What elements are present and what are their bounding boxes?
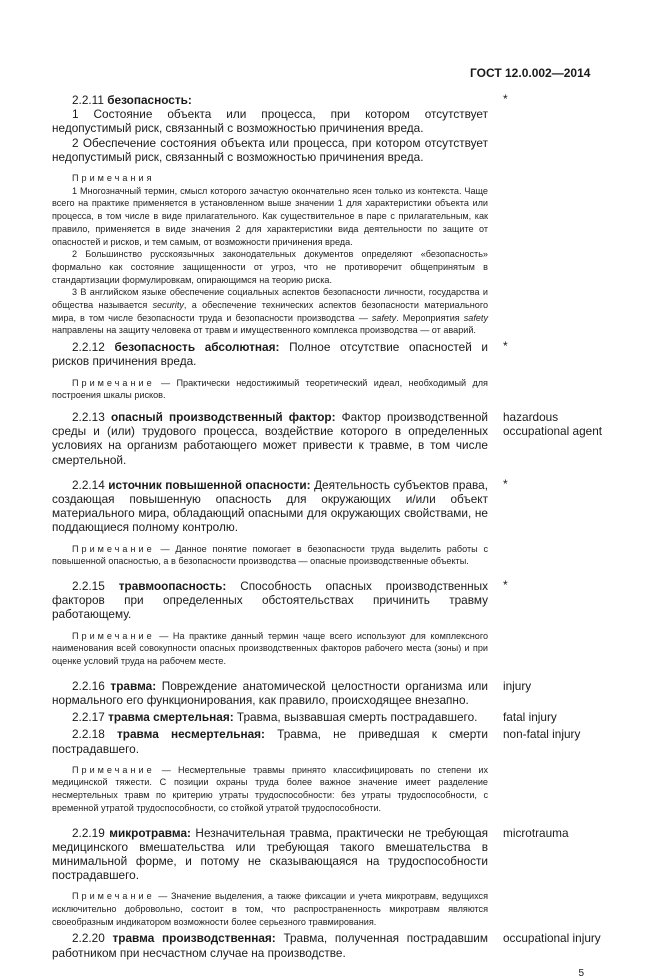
note-3-text: 3 В английском языке обеспечение социальных аспектов безопасности личности, государства и общества называется: [52, 287, 488, 311]
entry-2-2-17: [52, 710, 612, 724]
note-3-term-security: security: [152, 300, 184, 311]
note-label: Примечание: [72, 630, 155, 641]
entry-2-2-14: [52, 478, 612, 535]
page-number: 5: [578, 967, 584, 979]
entry-term: травма производственная:: [112, 931, 276, 946]
entry-term: безопасность абсолютная:: [114, 340, 280, 355]
entry-note: [52, 764, 488, 815]
entry-definition: Способность опасных производственных факторов при определенных обстоятельствах причинить травму работающему.: [52, 579, 488, 622]
entry-number: 2.2.18: [72, 727, 105, 742]
note-text: — Значение выделения, а также фиксации и учета микротравм, ведущихся исключительно добровольно, состоит в том, что распространенность микротравм являются своеобразным индикатором возможности более серьезного травмирования.: [52, 891, 488, 927]
note-text: — Данное понятие помогает в безопасности труда выделить работы с повышенной опасностью, а в безопасности производства — опасные производственные объекты.: [52, 543, 488, 567]
document-body: [52, 93, 612, 980]
entry-definition: Полное отсутствие опасностей и рисков причинения вреда.: [52, 340, 489, 369]
english-equivalent: hazardous occupational agent: [503, 409, 603, 439]
entry-note: [52, 890, 488, 928]
entry-number: 2.2.20: [72, 931, 105, 946]
note-3-text: , а обеспечение технических аспектов безопасности материального мира, в том числе безопасности труда и безопасности производства —: [52, 300, 489, 323]
entry-2-2-19: [52, 826, 612, 883]
definition-2: 2 Обеспечение состояния объекта или процесса, при котором отсутствует недопустимый риск, связанный с возможностью причинения вреда.: [52, 135, 488, 164]
note-label: Примечание: [72, 891, 155, 902]
entry-definition: Незначительная травма, практически не требующая медицинского вмешательства или требующая такого вмешательства в минимальной форме, и потому не сказывающаяся на трудоспособности пострадавшего.: [52, 825, 489, 883]
entry-term: источник повышенной опасности:: [108, 477, 311, 492]
entry-term: травма смертельная:: [108, 710, 234, 725]
note-2: 2 Большинство русскоязычных законодательных документов определяют «безопасность» формально как состояние защищенности от угроз, что не противоречит общепринятым в стандартизации формулировкам, опирающимся на теорию риска.: [52, 249, 488, 285]
entry-number: 2.2.12: [72, 340, 105, 355]
asterisk-marker: *: [503, 339, 508, 354]
entry-note: [52, 377, 488, 402]
note-label: Примечание: [72, 377, 155, 388]
entry-number: 2.2.16: [72, 678, 105, 693]
entry-term: безопасность:: [107, 93, 192, 107]
entries-list: [52, 340, 612, 960]
entry-term: травма несмертельная:: [117, 727, 265, 742]
entry-number: 2.2.13: [72, 409, 105, 424]
english-equivalent: injury: [503, 678, 532, 693]
entry-number: 2.2.19: [72, 825, 105, 840]
entry-2-2-12: [52, 340, 612, 368]
entry-term: микротравма:: [109, 825, 191, 840]
note-label: Примечание: [72, 543, 155, 554]
document-header: ГОСТ 12.0.002—2014: [470, 66, 591, 80]
notes-2-2-11: [52, 172, 488, 337]
notes-title: Примечания: [72, 173, 155, 184]
entry-definition: Фактор производственной среды и (или) трудового процесса, воздействие которого в определенных условиях на организм работающего может привести к травме, в том числе смертельной.: [52, 409, 489, 467]
entry-2-2-11: [52, 93, 612, 164]
note-text: — Несмертельные травмы принято классифицировать по степени их медицинской тяжести. С позиции охраны труда более важное значение имеет разделение несмертельных травм по критерию утраты трудоспособности: без утраты трудоспособности, с временной утратой трудоспособности, со стойкой утратой трудоспособности.: [52, 764, 488, 813]
note-1: 1 Многозначный термин, смысл которого зачастую окончательно ясен только из контекста. Чаще всего на практике применяется в установленном выше значении 1 для характеристики объекта или процесса, в том числе в виде прилагательного. Как существительное в паре с прилагательным, как правило, применяется в виде значения 2 для характеристики вида деятельности по защите от опасностей и рисков, и тем самым, от возможности причинения вреда.: [52, 185, 488, 247]
entry-number: 2.2.11: [72, 93, 104, 107]
entry-2-2-13: [52, 410, 612, 467]
entry-term: травмоопасность:: [118, 579, 227, 593]
asterisk-marker: *: [503, 476, 508, 491]
entry-definition: Деятельность субъектов права, создающая повышенную опасность для окружающих и/или объект материального мира, обладающий опасными для окружающих свойствами, не поддающиеся полному контролю.: [52, 477, 489, 535]
entry-2-2-18: [52, 727, 612, 755]
english-equivalent: microtrauma: [503, 825, 569, 840]
entry-number: 2.2.15: [72, 579, 105, 593]
english-equivalent: occupational injury: [503, 931, 601, 946]
note-3-text: . Мероприятия: [396, 312, 464, 323]
note-3-term-safety: safety: [371, 312, 397, 323]
note-3-text: направлены на защиту человека от травм и имущественного комплекса производства — от аварий.: [52, 325, 476, 336]
english-equivalent: non-fatal injury: [503, 727, 581, 742]
note-text: — На практике данный термин чаще всего используют для комплексного наименования всей совокупности опасных производственных факторов рабочего места (зоны) и при оценке условий труда на рабочем месте.: [52, 630, 488, 667]
definition-1: 1 Состояние объекта или процесса, при котором отсутствует недопустимый риск, связанный с возможностью причинения вреда.: [52, 107, 488, 136]
entry-definition: Травма, не приведшая к смерти пострадавшего.: [52, 727, 488, 756]
entry-definition: Травма, полученная пострадавшим работником при несчастном случае на производстве.: [52, 931, 488, 960]
note-text: — Практически недостижимый теоретический идеал, необходимый для построения шкалы рисков.: [52, 377, 488, 401]
entry-note: [52, 543, 488, 568]
asterisk-marker: *: [503, 92, 508, 106]
entry-2-2-15: [52, 579, 612, 622]
note-label: Примечание: [72, 764, 155, 775]
entry-term: опасный производственный фактор:: [110, 409, 336, 424]
note-3: [52, 286, 488, 337]
entry-number: 2.2.17: [72, 710, 105, 725]
entry-note: [52, 630, 488, 668]
asterisk-marker: *: [503, 578, 508, 592]
entry-number: 2.2.14: [72, 477, 105, 492]
english-equivalent: fatal injury: [503, 710, 557, 725]
entry-term: травма:: [110, 678, 157, 693]
entry-2-2-16: [52, 679, 612, 707]
note-3-term-safety: safety: [463, 312, 488, 323]
entry-definition: Повреждение анатомической целостности организма или нормального его функционирования, как правило, происходящее внезапно.: [52, 678, 489, 707]
entry-definition: Травма, вызвавшая смерть пострадавшего.: [236, 710, 478, 725]
